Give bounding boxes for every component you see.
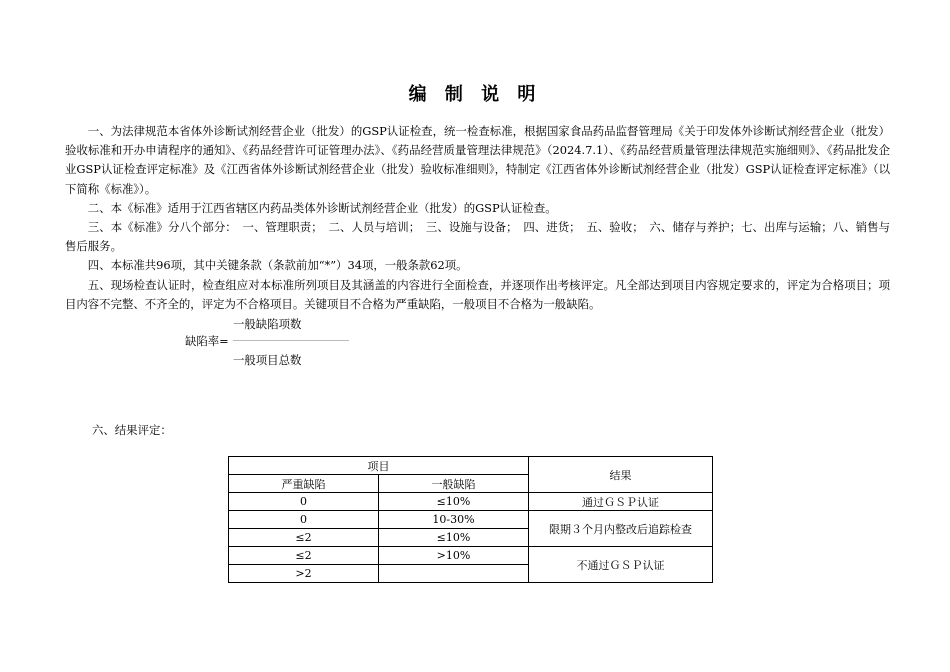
serious-cell: 0: [229, 493, 379, 511]
general-cell: 10-30%: [379, 511, 529, 529]
formula-numerator: 一般缺陷项数: [233, 317, 302, 331]
formula-denominator: 一般项目总数: [233, 353, 302, 367]
header-result: 结果: [529, 457, 713, 493]
defect-rate-formula: [185, 316, 385, 372]
paragraph-2: 二、本《标准》适用于江西省辖区内药品类体外诊断试剂经营企业（批发）的GSP认证检查。: [87, 200, 557, 215]
table-row: [229, 493, 713, 511]
serious-cell: 0: [229, 511, 379, 529]
general-cell: >10%: [379, 547, 529, 565]
result-heading: 六、结果评定：: [92, 423, 172, 437]
header-project: 项目: [229, 457, 529, 475]
general-cell: ≤10%: [379, 529, 529, 547]
header-general-defect: 一般缺陷: [379, 475, 529, 493]
table-row: [229, 547, 713, 565]
formula-label: 缺陷率=: [185, 334, 229, 348]
paragraph-3: 三、本《标准》分八个部分： 一、管理职责； 二、人员与培训； 三、设施与设备； 四、进货； 五、验收； 六、储存与养护；七、出库与运输；八、销售与售后服务。: [65, 220, 890, 254]
general-cell: [379, 565, 529, 583]
header-serious-defect: 严重缺陷: [229, 475, 379, 493]
table-row: [229, 511, 713, 529]
result-cell: 限期３个月内整改后追踪检查: [529, 511, 713, 547]
paragraph-4: 四、本标准共96项，其中关键条款（条款前加“*”）34项，一般条款62项。: [87, 258, 468, 273]
explanation-body: [65, 122, 890, 314]
result-cell: 通过ＧＳＰ认证: [529, 493, 713, 511]
paragraph-5: 五、现场检查认证时，检查组应对本标准所列项目及其涵盖的内容进行全面检查，并逐项作出考核评定。凡全部达到项目内容规定要求的，评定为合格项目；项目内容不完整、不齐全的，评定为不合格项目。关键项目不合格为严重缺陷，一般项目不合格为一般缺陷。: [65, 277, 890, 311]
result-table: [228, 456, 713, 583]
page-title: 编 制 说 明: [408, 84, 542, 105]
fraction-line: [233, 340, 349, 341]
serious-cell: ≤2: [229, 547, 379, 565]
general-cell: ≤10%: [379, 493, 529, 511]
serious-cell: ≤2: [229, 529, 379, 547]
result-cell: 不通过ＧＳＰ认证: [529, 547, 713, 583]
serious-cell: >2: [229, 565, 379, 583]
paragraph-1: 一、为法律规范本省体外诊断试剂经营企业（批发）的GSP认证检查，统一检查标准，根据国家食品药品监督管理局《关于印发体外诊断试剂经营企业（批发）验收标准和开办申请程序的通知》、《药品经营许可证管理办法》、《药品经营质量管理法律规范》（2024.7.1）、《药品经营质量管理法律规范实施细则》、《药品批发企业GSP认证检查评定标准》及《江西省体外诊断试剂经营企业（批发）验收标准细则》，特制定《江西省体外诊断试剂经营企业（批发）GSP认证检查评定标准》（以下简称《标准》）。: [65, 124, 890, 196]
